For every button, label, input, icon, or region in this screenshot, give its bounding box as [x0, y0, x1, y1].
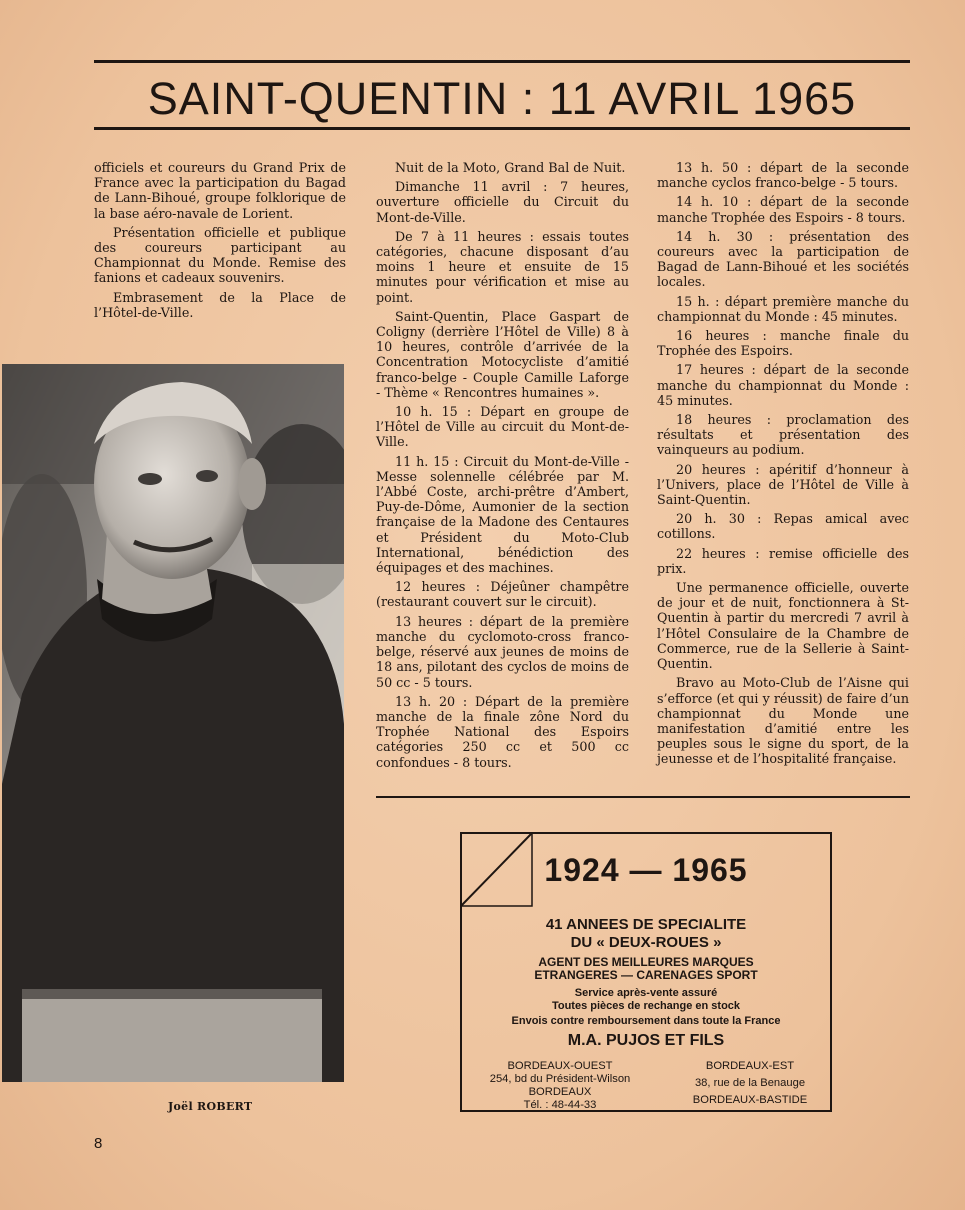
- paragraph: 16 heures : manche finale du Trophée des Espoirs.: [657, 328, 909, 359]
- ad-years-heading: 1924 — 1965: [544, 852, 748, 888]
- article-column-2: [376, 160, 629, 774]
- article-column-1: [94, 160, 346, 324]
- paragraph: 13 heures : départ de la première manche du cyclomoto-cross franco-belge, réservé aux jeunes de moins de 18 ans, pilotant des cyclos de moins de 50 cc - 5 tours.: [376, 613, 629, 690]
- header-rule-bottom: [94, 127, 910, 130]
- paragraph: Bravo au Moto-Club de l’Aisne qui s’efforce (et qui y réussit) de faire d’un championnat du Monde une manifestation d’amitié entre les peuples sous le signe du sport, de la jeunesse et de l’hospitalité française.: [657, 675, 909, 767]
- page-title: SAINT-QUENTIN : 11 AVRIL 1965: [147, 73, 857, 124]
- header-rule-top: [94, 60, 910, 63]
- paragraph: 17 heures : départ de la seconde manche du championnat du Monde : 45 minutes.: [657, 362, 909, 408]
- paragraph: De 7 à 11 heures : essais toutes catégories, chacune disposant d’au moins 1 heure et ensuite de 15 minutes pour vérification et mise au point.: [376, 228, 629, 305]
- ad-specialty-line: 41 ANNEES DE SPECIALITE: [545, 916, 747, 933]
- west-branch-city: BORDEAUX: [528, 1086, 592, 1098]
- ad-shipping-line: Envois contre remboursement dans toute la France: [511, 1015, 781, 1027]
- paragraph: 20 heures : apéritif d’honneur à l’Univers, place de l’Hôtel de Ville à Saint-Quentin.: [657, 461, 909, 508]
- west-branch-address: 254, bd du Président-Wilson: [489, 1073, 631, 1085]
- pujos-advertisement: [460, 832, 832, 1112]
- paragraph: 14 h. 10 : départ de la seconde manche Trophée des Espoirs - 8 tours.: [657, 194, 909, 225]
- paragraph: 12 heures : Déjeûner champêtre (restaurant couvert sur le circuit).: [376, 579, 629, 610]
- paragraph: 11 h. 15 : Circuit du Mont-de-Ville - Messe solennelle célébrée par M. l’Abbé Coste, archi-prêtre d’Ambert, Puy-de-Dôme, Aumonier de la section française de la Madone des Centaures et Président du Moto-Club International, bénédiction des équipages et des machines.: [376, 453, 629, 576]
- paragraph: 13 h. 20 : Départ de la première manche de la finale zône Nord du Trophée National des Espoirs catégories 250 cc et 500 cc confondues - 8 tours.: [376, 693, 629, 770]
- paragraph: 18 heures : proclamation des résultats et présentation des vainqueurs au podium.: [657, 412, 909, 458]
- paragraph: 13 h. 50 : départ de la seconde manche cyclos franco-belge - 5 tours.: [657, 160, 909, 191]
- west-branch-phone: Tél. : 48-44-33: [523, 1099, 597, 1111]
- paragraph: 10 h. 15 : Départ en groupe de l’Hôtel de Ville au circuit du Mont-de-Ville.: [376, 404, 629, 450]
- ad-east-branch: [670, 1060, 830, 1107]
- paragraph: Embrasement de la Place de l’Hôtel-de-Ville.: [94, 289, 346, 320]
- east-branch-name: BORDEAUX-EST: [705, 1060, 795, 1072]
- paragraph: 14 h. 30 : présentation des coureurs avec la participation de Bagad de Lann-Bihoué et les sociétés locales.: [657, 228, 909, 290]
- page-number: 8: [94, 1135, 103, 1152]
- west-branch-name: BORDEAUX-OUEST: [507, 1060, 613, 1072]
- paragraph: Saint-Quentin, Place Gaspart de Coligny (derrière l’Hôtel de Ville) 8 à 10 heures, contrôle d’arrivée de la Concentration Motocycliste d’amitié franco-belge - Couple Camille Laforge - Thème « Rencontres humaines ».: [376, 308, 629, 400]
- paragraph: Une permanence officielle, ouverte de jour et de nuit, fonctionnera à St-Quentin à partir du mercredi 7 avril à l’Hôtel Consulaire de la Chambre de Commerce, rue de la Sellerie à Saint-Quentin.: [657, 580, 909, 672]
- article-column-3: [657, 160, 909, 771]
- ad-separator-rule: [376, 796, 910, 798]
- ad-parts-line: Toutes pièces de rechange en stock: [551, 1000, 741, 1012]
- rider-photo: [2, 364, 344, 1082]
- paragraph: 20 h. 30 : Repas amical avec cotillons.: [657, 511, 909, 542]
- east-branch-address: 38, rue de la Benauge: [694, 1077, 806, 1089]
- paragraph: Dimanche 11 avril : 7 heures, ouverture officielle du Circuit du Mont-de-Ville.: [376, 179, 629, 225]
- ad-west-branch: [460, 1060, 660, 1112]
- ad-service-line: Service après-vente assuré: [574, 987, 718, 999]
- photo-caption: Joël ROBERT: [168, 1100, 253, 1113]
- paragraph: 22 heures : remise officielle des prix.: [657, 545, 909, 576]
- rider-portrait-illustration: [2, 364, 344, 1082]
- paragraph: Présentation officielle et publique des coureurs participant au Championnat du Monde. Remise des fanions et cadeaux souvenirs.: [94, 224, 346, 286]
- ad-brands-line: ETRANGERES — CARENAGES SPORT: [534, 968, 758, 982]
- ad-two-wheels-line: DU « DEUX-ROUES »: [570, 934, 722, 951]
- paragraph: 15 h. : départ première manche du championnat du Monde : 45 minutes.: [657, 293, 909, 324]
- ad-company-name: M.A. PUJOS ET FILS: [567, 1032, 725, 1049]
- paragraph: officiels et coureurs du Grand Prix de France avec la participation du Bagad de Lann-Bihoué, groupe folklorique de la base aéro-navale de Lorient.: [94, 160, 346, 221]
- paragraph: Nuit de la Moto, Grand Bal de Nuit.: [395, 160, 626, 175]
- ad-agent-line: AGENT DES MEILLEURES MARQUES: [538, 955, 754, 969]
- east-branch-city: BORDEAUX-BASTIDE: [692, 1094, 808, 1106]
